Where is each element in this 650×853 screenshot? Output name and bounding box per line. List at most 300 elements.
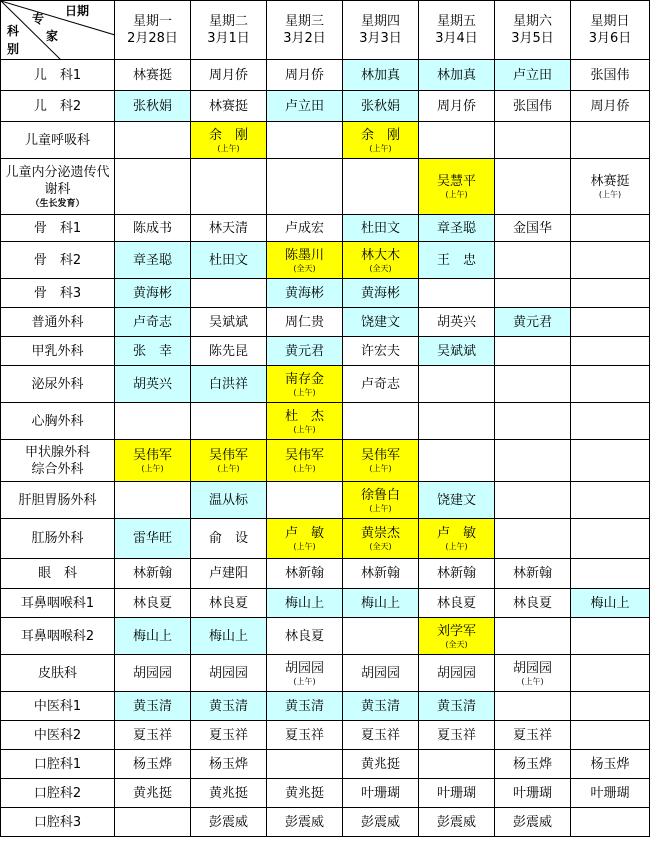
empty-cell <box>419 403 495 440</box>
table-row <box>1 337 650 366</box>
empty-cell <box>495 159 571 215</box>
header-row <box>1 1 650 60</box>
dept-label <box>1 308 115 337</box>
dept-name: 耳鼻咽喉科1 <box>20 595 95 611</box>
doctor-name: 林良夏 <box>512 595 552 611</box>
table-row <box>1 750 650 779</box>
dept-label <box>1 519 115 559</box>
doctor-name: 黄元君 <box>284 343 324 359</box>
dept-name: 心胸外科 <box>31 413 84 429</box>
doctor-name: 林赛挺 <box>132 67 172 83</box>
doctor-name: 南存金 <box>284 371 324 387</box>
doctor-cell <box>419 779 495 808</box>
empty-cell <box>571 279 650 308</box>
doctor-cell <box>191 618 267 655</box>
doctor-name: 周仁贵 <box>284 314 324 330</box>
doctor-name: 徐鲁白 <box>360 487 400 503</box>
doctor-name: 彭震威 <box>284 814 324 830</box>
doctor-cell <box>343 692 419 721</box>
doctor-cell <box>495 721 571 750</box>
doctor-cell <box>191 589 267 618</box>
table-row <box>1 91 650 122</box>
doctor-name: 叶珊瑚 <box>512 785 552 801</box>
doctor-cell <box>343 440 419 482</box>
doctor-name: 黄海彬 <box>360 285 400 301</box>
doctor-cell <box>343 559 419 589</box>
session-note: (上午) <box>369 143 392 153</box>
doctor-name: 夏玉祥 <box>132 727 172 743</box>
doctor-cell <box>571 91 650 122</box>
doctor-cell <box>343 337 419 366</box>
doctor-cell <box>343 242 419 279</box>
doctor-cell <box>343 215 419 242</box>
doctor-name: 俞 设 <box>208 531 248 546</box>
session-note: (全天) <box>369 263 392 273</box>
day-header-3 <box>267 1 343 60</box>
doctor-cell <box>115 655 191 692</box>
empty-cell <box>571 403 650 440</box>
doctor-cell <box>495 589 571 618</box>
session-note: (上午) <box>141 464 164 473</box>
table-row <box>1 721 650 750</box>
day-date: 3月2日 <box>283 31 326 46</box>
dept-label <box>1 279 115 308</box>
dept-label <box>1 618 115 655</box>
doctor-name: 林新翰 <box>512 566 552 581</box>
session-note: (上午) <box>293 424 316 434</box>
doctor-name: 陈先昆 <box>208 343 248 359</box>
doctor-cell <box>267 60 343 91</box>
doctor-name: 叶珊瑚 <box>360 785 400 801</box>
doctor-cell <box>571 589 650 618</box>
doctor-cell <box>571 159 650 215</box>
doctor-name: 林加真 <box>436 67 476 83</box>
empty-cell <box>191 403 267 440</box>
dept-note: （生长发育） <box>30 198 85 209</box>
empty-cell <box>267 750 343 779</box>
doctor-cell <box>267 440 343 482</box>
doctor-name: 林良夏 <box>284 628 324 644</box>
doctor-name: 杨玉烨 <box>208 756 248 772</box>
doctor-cell <box>191 655 267 692</box>
doctor-name: 夏玉祥 <box>360 727 400 743</box>
doctor-cell <box>191 91 267 122</box>
doctor-cell <box>343 366 419 403</box>
doctor-name: 周月侨 <box>208 67 248 83</box>
dept-name: 甲状腺外科 <box>24 444 90 460</box>
session-note: (上午) <box>217 143 240 153</box>
empty-cell <box>495 692 571 721</box>
dept-name: 口腔科3 <box>33 814 82 830</box>
empty-cell <box>495 618 571 655</box>
dept-label <box>1 60 115 91</box>
doctor-cell <box>115 308 191 337</box>
doctor-name: 梅山上 <box>208 628 248 644</box>
day-name: 星期四 <box>360 14 400 29</box>
doctor-name: 林新翰 <box>436 566 476 581</box>
doctor-name: 胡园园 <box>208 665 248 681</box>
doctor-name: 雷华旺 <box>132 531 172 546</box>
empty-cell <box>495 403 571 440</box>
doctor-cell <box>419 215 495 242</box>
doctor-cell <box>191 750 267 779</box>
doctor-cell <box>571 779 650 808</box>
doctor-name: 黄兆挺 <box>360 756 400 772</box>
doctor-cell <box>571 60 650 91</box>
doctor-name: 章圣聪 <box>132 252 172 268</box>
doctor-cell <box>191 366 267 403</box>
doctor-cell <box>495 308 571 337</box>
session-note: (上午) <box>217 464 240 473</box>
doctor-cell <box>419 242 495 279</box>
doctor-cell <box>267 559 343 589</box>
doctor-cell <box>343 721 419 750</box>
doctor-name: 夏玉祥 <box>284 727 324 743</box>
doctor-cell <box>419 308 495 337</box>
dept-name: 中医科2 <box>33 727 82 743</box>
doctor-cell <box>115 440 191 482</box>
empty-cell <box>571 482 650 519</box>
empty-cell <box>191 279 267 308</box>
doctor-name: 刘学军 <box>436 623 476 639</box>
doctor-name: 林良夏 <box>132 595 172 611</box>
corner-label-bie: 别 <box>7 42 20 56</box>
empty-cell <box>571 618 650 655</box>
doctor-name: 林新翰 <box>360 566 400 581</box>
doctor-cell <box>191 440 267 482</box>
doctor-cell <box>267 215 343 242</box>
day-date: 3月3日 <box>359 31 402 46</box>
doctor-name: 吴伟军 <box>208 448 248 463</box>
doctor-name: 夏玉祥 <box>512 727 552 743</box>
empty-cell <box>115 159 191 215</box>
doctor-name: 温从标 <box>208 492 248 508</box>
empty-cell <box>571 721 650 750</box>
table-row <box>1 366 650 403</box>
doctor-cell <box>191 721 267 750</box>
doctor-cell <box>115 692 191 721</box>
dept-name: 骨 科1 <box>33 220 82 236</box>
empty-cell <box>115 403 191 440</box>
dept-name: 口腔科2 <box>33 785 82 801</box>
doctor-cell <box>343 808 419 837</box>
doctor-name: 卢奇志 <box>360 376 400 392</box>
dept-label <box>1 337 115 366</box>
dept-label <box>1 403 115 440</box>
doctor-cell <box>191 692 267 721</box>
day-date: 2月28日 <box>127 31 178 46</box>
dept-label <box>1 122 115 159</box>
table-row <box>1 60 650 91</box>
dept-label <box>1 366 115 403</box>
doctor-cell <box>495 60 571 91</box>
empty-cell <box>571 337 650 366</box>
empty-cell <box>571 655 650 692</box>
empty-cell <box>115 482 191 519</box>
empty-cell <box>571 692 650 721</box>
doctor-name: 周月侨 <box>436 98 476 114</box>
doctor-name: 黄兆挺 <box>208 785 248 801</box>
table-row <box>1 159 650 215</box>
doctor-cell <box>419 482 495 519</box>
empty-cell <box>571 308 650 337</box>
dept-name: 骨 科2 <box>33 252 82 268</box>
doctor-name: 饶建文 <box>436 492 476 508</box>
doctor-name: 林天清 <box>208 220 248 236</box>
doctor-name: 张国伟 <box>590 67 630 83</box>
doctor-cell <box>267 721 343 750</box>
doctor-name: 彭震威 <box>360 814 400 830</box>
day-date: 3月6日 <box>588 31 632 46</box>
table-row <box>1 589 650 618</box>
empty-cell <box>571 122 650 159</box>
session-note: (上午) <box>293 676 316 686</box>
doctor-cell <box>267 519 343 559</box>
doctor-cell <box>191 519 267 559</box>
table-row <box>1 215 650 242</box>
dept-name: 肛肠外科 <box>31 531 84 546</box>
doctor-name: 林新翰 <box>132 566 172 581</box>
doctor-cell <box>343 91 419 122</box>
doctor-cell <box>571 750 650 779</box>
session-note: (上午) <box>598 190 622 199</box>
doctor-cell <box>343 279 419 308</box>
empty-cell <box>571 808 650 837</box>
doctor-name: 叶珊瑚 <box>590 785 630 801</box>
empty-cell <box>571 242 650 279</box>
corner-label-date: 日期 <box>65 4 90 18</box>
doctor-cell <box>115 519 191 559</box>
doctor-name: 梅山上 <box>284 595 324 611</box>
dept-label <box>1 559 115 589</box>
doctor-cell <box>343 750 419 779</box>
dept-name: 皮肤科 <box>37 665 77 681</box>
doctor-name: 卢 敏 <box>284 526 324 541</box>
session-note: (全天) <box>293 263 316 273</box>
dept-name: 儿童呼吸科 <box>24 132 90 148</box>
doctor-name: 卢立田 <box>284 98 324 114</box>
doctor-name: 周月侨 <box>284 67 324 83</box>
doctor-name: 卢成宏 <box>284 220 324 236</box>
doctor-cell <box>191 60 267 91</box>
dept-name: 口腔科1 <box>33 756 82 772</box>
doctor-cell <box>115 91 191 122</box>
empty-cell <box>419 122 495 159</box>
day-date: 3月5日 <box>511 31 554 46</box>
doctor-cell <box>419 559 495 589</box>
session-note: (上午) <box>445 190 468 199</box>
doctor-cell <box>343 589 419 618</box>
doctor-name: 胡英兴 <box>132 376 172 392</box>
schedule-body <box>1 60 650 837</box>
dept-name: 肝胆胃肠外科 <box>18 492 97 508</box>
table-row <box>1 242 650 279</box>
doctor-name: 许宏夫 <box>360 343 400 359</box>
table-row <box>1 122 650 159</box>
dept-name: 耳鼻咽喉科2 <box>20 628 95 644</box>
doctor-cell <box>419 91 495 122</box>
doctor-name: 杜田文 <box>360 220 400 236</box>
doctor-cell <box>343 655 419 692</box>
session-note: (上午) <box>293 464 316 473</box>
doctor-cell <box>267 242 343 279</box>
doctor-name: 卢立田 <box>512 67 552 83</box>
doctor-cell <box>495 750 571 779</box>
corner-label-jia: 家 <box>46 29 59 43</box>
table-row <box>1 655 650 692</box>
table-row <box>1 308 650 337</box>
table-row <box>1 519 650 559</box>
empty-cell <box>419 440 495 482</box>
table-row <box>1 440 650 482</box>
doctor-cell <box>115 559 191 589</box>
doctor-cell <box>267 808 343 837</box>
corner-label-zhuan: 专 <box>32 12 45 26</box>
corner-label-ke: 科 <box>7 24 20 38</box>
dept-label <box>1 242 115 279</box>
session-note: (上午) <box>293 387 316 397</box>
doctor-cell <box>419 655 495 692</box>
doctor-cell <box>343 519 419 559</box>
empty-cell <box>267 159 343 215</box>
day-header-6 <box>495 1 571 60</box>
session-note: (上午) <box>369 503 392 513</box>
doctor-cell <box>267 366 343 403</box>
session-note: (全天) <box>445 639 468 649</box>
doctor-cell <box>191 308 267 337</box>
doctor-cell <box>419 589 495 618</box>
doctor-cell <box>419 721 495 750</box>
empty-cell <box>495 279 571 308</box>
session-note: (上午) <box>445 542 468 551</box>
doctor-cell <box>343 122 419 159</box>
empty-cell <box>571 519 650 559</box>
empty-cell <box>571 366 650 403</box>
doctor-cell <box>419 692 495 721</box>
doctor-cell <box>343 308 419 337</box>
doctor-cell <box>115 779 191 808</box>
doctor-name: 杨玉烨 <box>590 756 630 772</box>
dept-name: 眼 科 <box>37 566 77 581</box>
dept-name: 甲乳外科 <box>31 343 84 359</box>
doctor-name: 黄玉清 <box>284 698 324 714</box>
doctor-cell <box>419 159 495 215</box>
doctor-name: 杨玉烨 <box>132 756 172 772</box>
doctor-name: 白洪祥 <box>208 376 248 392</box>
doctor-cell <box>115 618 191 655</box>
doctor-name: 吴慧平 <box>436 174 476 189</box>
doctor-name: 黄玉清 <box>132 698 172 714</box>
doctor-name: 彭震威 <box>436 814 476 830</box>
doctor-cell <box>495 559 571 589</box>
doctor-name: 吴伟军 <box>284 448 324 463</box>
doctor-name: 胡园园 <box>436 665 476 681</box>
doctor-name: 吴伟军 <box>360 448 400 463</box>
doctor-cell <box>267 618 343 655</box>
doctor-name: 余 刚 <box>208 127 248 143</box>
dept-name: 儿 科1 <box>33 67 82 83</box>
dept-name: 骨 科3 <box>33 285 82 301</box>
dept-label <box>1 779 115 808</box>
doctor-cell <box>495 215 571 242</box>
doctor-cell <box>191 808 267 837</box>
doctor-name: 饶建文 <box>360 314 400 330</box>
table-row <box>1 808 650 837</box>
doctor-name: 陈成书 <box>132 220 172 236</box>
doctor-name: 周月侨 <box>590 98 630 114</box>
doctor-cell <box>267 692 343 721</box>
doctor-cell <box>343 482 419 519</box>
doctor-name: 叶珊瑚 <box>436 785 476 801</box>
doctor-name: 胡园园 <box>284 660 324 676</box>
day-name: 星期五 <box>436 14 476 29</box>
empty-cell <box>419 279 495 308</box>
doctor-name: 杜 杰 <box>284 408 324 424</box>
day-name: 星期三 <box>284 14 324 29</box>
empty-cell <box>191 159 267 215</box>
day-header-1 <box>115 1 191 60</box>
doctor-cell <box>267 403 343 440</box>
dept-name: 儿童内分泌遗传代谢科 <box>5 164 110 197</box>
dept-label <box>1 159 115 215</box>
session-note: (全天) <box>369 542 392 551</box>
day-name: 星期六 <box>512 14 552 29</box>
empty-cell <box>343 403 419 440</box>
empty-cell <box>115 122 191 159</box>
empty-cell <box>343 618 419 655</box>
empty-cell <box>267 482 343 519</box>
day-header-7 <box>571 1 650 60</box>
doctor-name: 彭震威 <box>512 814 552 830</box>
doctor-name: 胡园园 <box>360 665 400 681</box>
doctor-cell <box>191 242 267 279</box>
doctor-cell <box>267 91 343 122</box>
doctor-name: 黄玉清 <box>436 698 476 714</box>
empty-cell <box>495 519 571 559</box>
doctor-name: 余 刚 <box>360 127 400 143</box>
doctor-cell <box>419 337 495 366</box>
doctor-name: 章圣聪 <box>436 220 476 236</box>
corner-header <box>1 1 115 60</box>
doctor-cell <box>419 60 495 91</box>
doctor-cell <box>343 60 419 91</box>
doctor-name: 梅山上 <box>132 628 172 644</box>
session-note: (上午) <box>521 676 544 686</box>
doctor-cell <box>191 122 267 159</box>
doctor-cell <box>267 337 343 366</box>
empty-cell <box>495 242 571 279</box>
doctor-name: 黄兆挺 <box>284 785 324 801</box>
day-date: 3月1日 <box>207 31 250 46</box>
doctor-name: 吴斌斌 <box>208 314 248 330</box>
doctor-cell <box>115 750 191 779</box>
doctor-name: 林赛挺 <box>590 174 630 189</box>
doctor-cell <box>267 655 343 692</box>
doctor-cell <box>495 655 571 692</box>
doctor-cell <box>419 519 495 559</box>
doctor-name: 黄崇杰 <box>360 526 400 541</box>
empty-cell <box>495 440 571 482</box>
day-date: 3月4日 <box>435 31 478 46</box>
doctor-name: 卢 敏 <box>436 526 476 541</box>
doctor-name: 胡园园 <box>132 665 172 681</box>
empty-cell <box>267 122 343 159</box>
session-note: (上午) <box>293 542 316 551</box>
dept-name: 综合外科 <box>31 461 84 477</box>
doctor-cell <box>191 215 267 242</box>
table-row <box>1 279 650 308</box>
doctor-name: 梅山上 <box>590 595 630 611</box>
